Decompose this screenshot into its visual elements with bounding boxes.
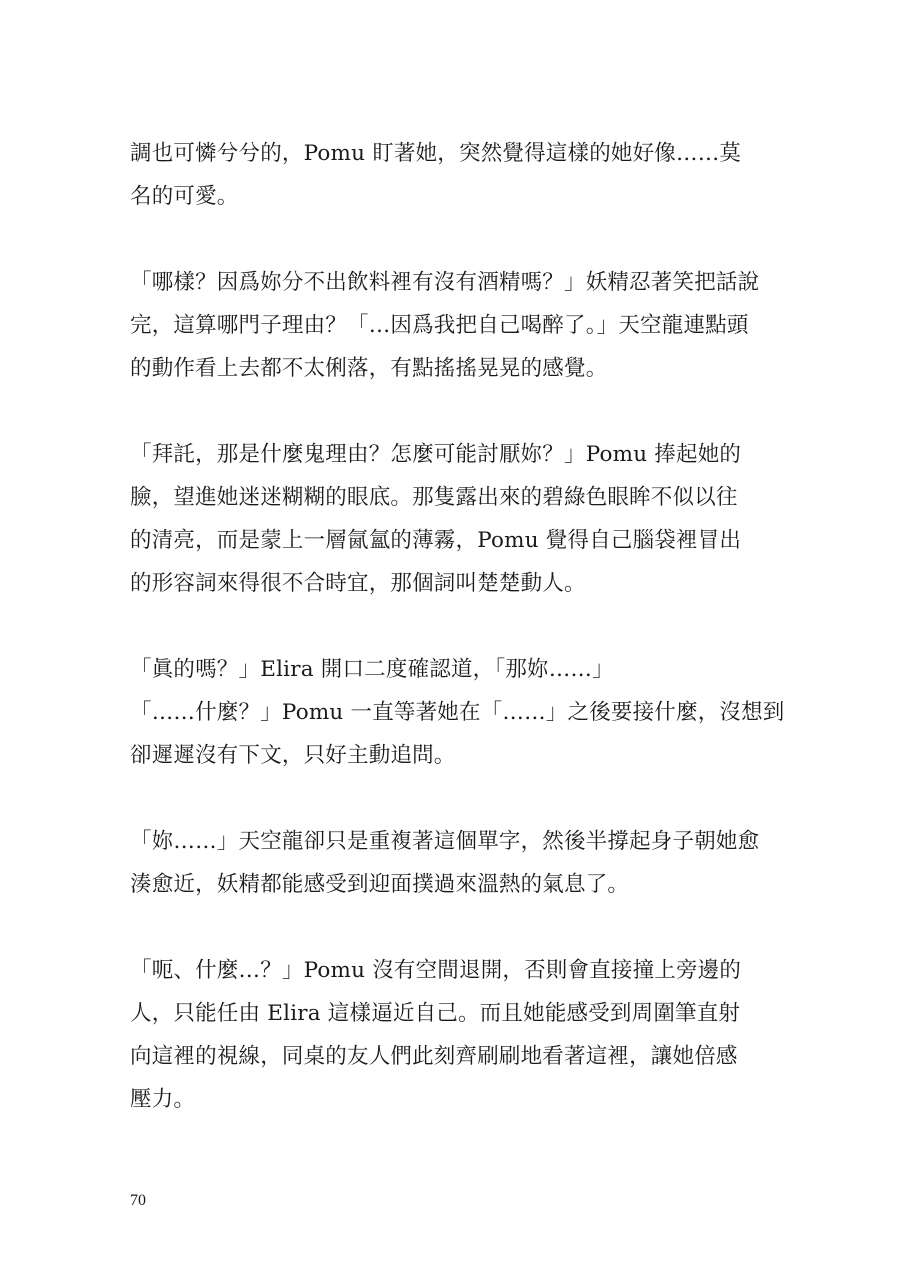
text-line: 的形容詞來得很不合時宜，那個詞叫楚楚動人。	[130, 571, 586, 596]
text-line: 的動作看上去都不太俐落，有點搖搖晃晃的感覺。	[130, 356, 608, 381]
paragraph	[130, 648, 785, 777]
text-line: 「……什麼？」Pomu 一直等著她在「……」之後要接什麼，沒想到	[130, 700, 785, 725]
paragraph-gap	[130, 777, 750, 820]
text-line: 向這裡的視線，同桌的友人們此刻齊刷刷地看著這裡，讓她倍感	[130, 1044, 738, 1069]
text-line: 「眞的嗎？」Elira 開口二度確認道，「那妳……」	[130, 657, 614, 682]
text-line: 「呃、什麼…？」Pomu 沒有空間退開，否則會直接撞上旁邊的	[130, 958, 742, 983]
text-line: 「妳……」天空龍卻只是重複著這個單字，然後半撐起身子朝她愈	[130, 829, 760, 854]
paragraph-gap	[130, 605, 750, 648]
text-line: 完，這算哪門子理由？「…因爲我把自己喝醉了。」天空龍連點頭	[130, 313, 749, 338]
paragraph	[130, 132, 750, 218]
paragraph-gap	[130, 390, 750, 433]
paragraph-gap	[130, 906, 750, 949]
paragraph	[130, 820, 760, 906]
text-line: 臉，望進她迷迷糊糊的眼底。那隻露出來的碧綠色眼眸不似以往	[130, 485, 738, 510]
paragraph	[130, 433, 750, 605]
paragraph	[130, 261, 760, 390]
text-line: 的清亮，而是蒙上一層氤氳的薄霧，Pomu 覺得自己腦袋裡冒出	[130, 528, 742, 553]
paragraph	[130, 949, 750, 1121]
paragraph-gap	[130, 218, 750, 261]
text-line: 壓力。	[130, 1087, 196, 1112]
text-line: 「哪樣？因爲妳分不出飲料裡有沒有酒精嗎？」妖精忍著笑把話說	[130, 270, 760, 295]
text-line: 人，只能任由 Elira 這樣逼近自己。而且她能感受到周圍筆直射	[130, 1001, 741, 1026]
page-number: 70	[130, 1192, 146, 1209]
body-text	[130, 132, 785, 1121]
text-line: 「拜託，那是什麼鬼理由？怎麼可能討厭妳？」Pomu 捧起她的	[130, 442, 742, 467]
text-line: 調也可憐兮兮的，Pomu 盯著她，突然覺得這樣的她好像……莫	[130, 141, 742, 166]
text-line: 湊愈近，妖精都能感受到迎面撲過來溫熱的氣息了。	[130, 872, 630, 897]
text-line: 卻遲遲沒有下文，只好主動追問。	[130, 743, 456, 768]
text-line: 名的可愛。	[130, 184, 239, 209]
